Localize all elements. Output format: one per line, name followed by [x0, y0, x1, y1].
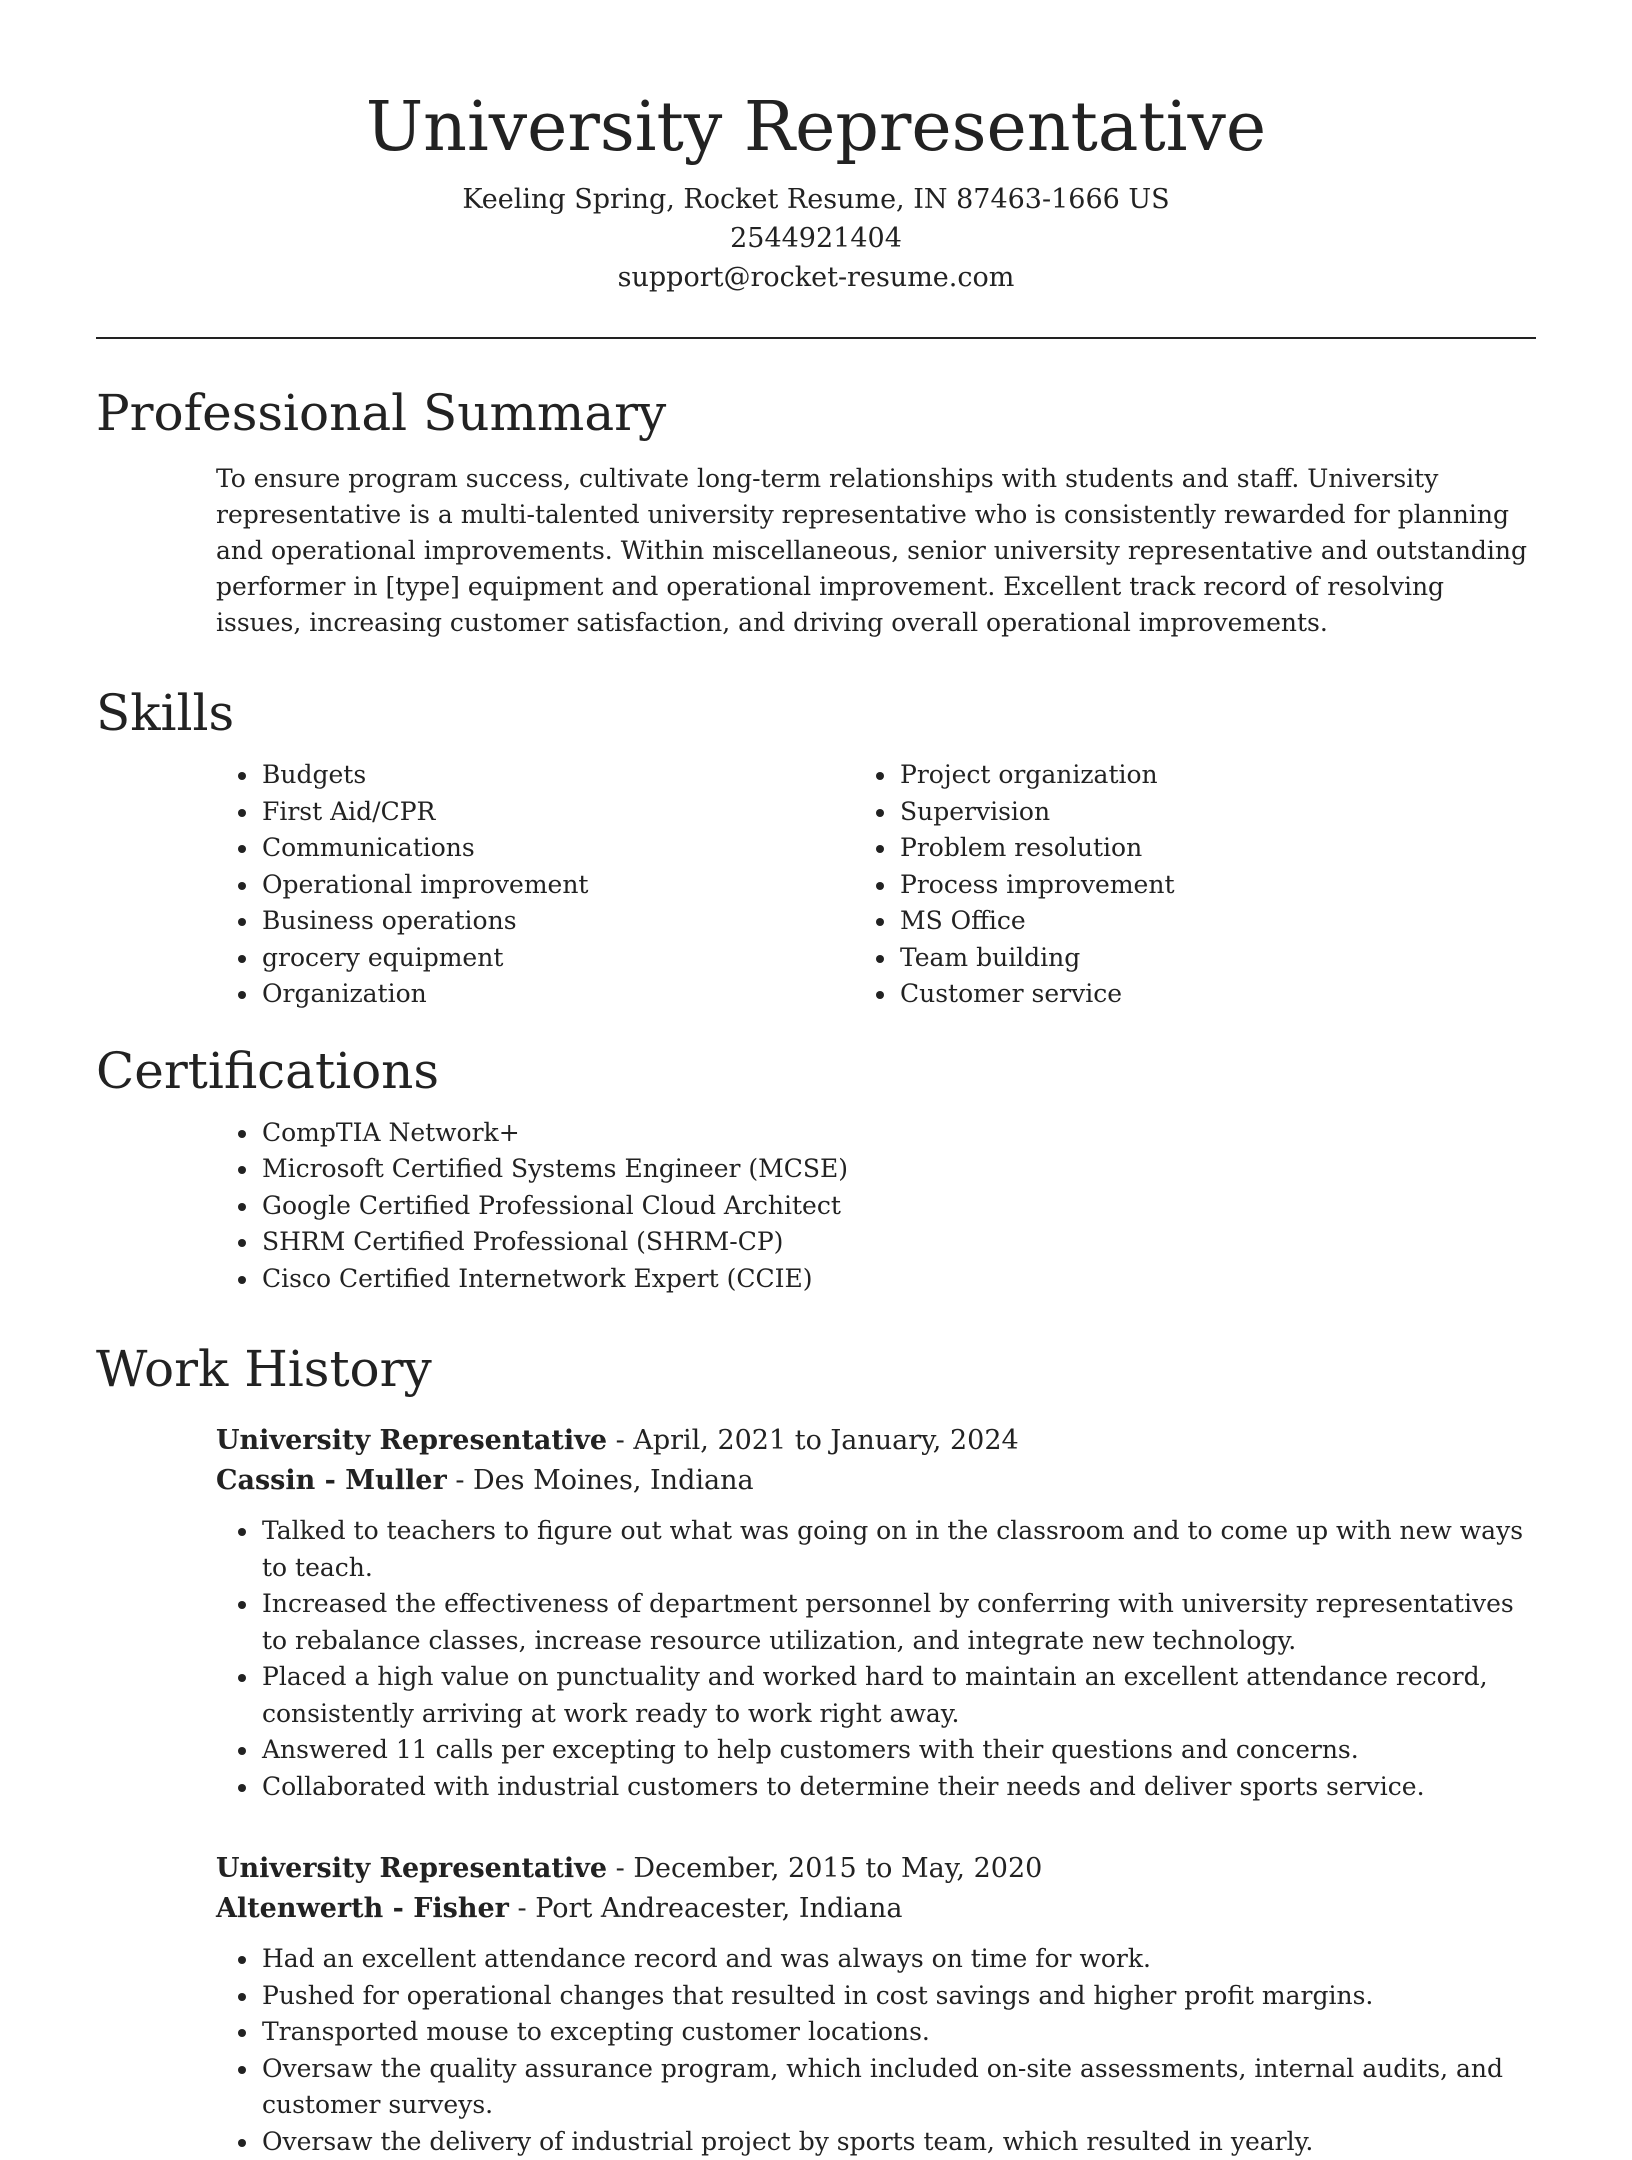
certification-item: • Google Certified Professional Cloud Architect	[260, 1188, 1536, 1225]
job-role: University Representative	[216, 1853, 607, 1884]
job-bullet: • Increased the effectiveness of department personnel by conferring with university representatives to rebalance classes, increase resource utilization, and integrate new technology.	[260, 1586, 1536, 1659]
skill-item: • Business operations	[260, 903, 898, 940]
certifications-list	[260, 1115, 1536, 1298]
job-entry	[216, 1421, 1536, 1805]
job-title-line	[216, 1849, 1536, 1889]
job-company: Cassin - Muller	[216, 1465, 447, 1496]
job-company: Altenwerth - Fisher	[216, 1893, 509, 1924]
skills-heading: Skills	[96, 683, 1536, 743]
job-bullet: • Oversaw the delivery of industrial project by sports team, which resulted in yearly.	[260, 2124, 1536, 2160]
skill-item: • Operational improvement	[260, 867, 898, 904]
address-text: Keeling Spring, Rocket Resume, IN 87463-1666 US	[96, 180, 1536, 219]
job-title-line	[216, 1421, 1536, 1461]
job-location: Port Andreacester, Indiana	[535, 1893, 902, 1924]
job-entry	[216, 1849, 1536, 2160]
certification-item: • SHRM Certified Professional (SHRM-CP)	[260, 1224, 1536, 1261]
job-role: University Representative	[216, 1425, 607, 1456]
summary-text: To ensure program success, cultivate long-term relationships with students and staff. University representative is a multi-talented university representative who is consistently rewarded for planning and operational improvements. Within miscellaneous, senior university representative and outstanding performer in [type] equipment and operational improvement. Excellent track record of resolving issues, increasing customer satisfaction, and driving overall operational improvements.	[216, 461, 1536, 641]
summary-heading: Professional Summary	[96, 383, 1536, 443]
skill-item: • First Aid/CPR	[260, 794, 898, 831]
separator: -	[455, 1465, 473, 1496]
job-bullet: • Collaborated with industrial customers to determine their needs and deliver sports service.	[260, 1769, 1536, 1806]
job-company-line	[216, 1461, 1536, 1501]
job-bullet: • Pushed for operational changes that resulted in cost savings and higher profit margins.	[260, 1978, 1536, 2015]
certification-item: • Microsoft Certified Systems Engineer (MCSE)	[260, 1151, 1536, 1188]
separator: -	[616, 1853, 634, 1884]
separator: -	[518, 1893, 536, 1924]
skill-item: • Organization	[260, 976, 898, 1013]
job-bullet: • Placed a high value on punctuality and worked hard to maintain an excellent attendance record, consistently arriving at work ready to work right away.	[260, 1659, 1536, 1732]
resume-header	[96, 0, 1536, 297]
contact-info	[96, 180, 1536, 297]
skill-item: • Team building	[898, 940, 1536, 977]
skill-item: • Customer service	[898, 976, 1536, 1013]
skill-item: • grocery equipment	[260, 940, 898, 977]
certifications-heading: Certifications	[96, 1041, 1536, 1101]
skill-item: • Problem resolution	[898, 830, 1536, 867]
skill-item: • Process improvement	[898, 867, 1536, 904]
job-bullet: • Talked to teachers to figure out what was going on in the classroom and to come up with new ways to teach.	[260, 1513, 1536, 1586]
skill-item: • Project organization	[898, 757, 1536, 794]
job-dates: December, 2015 to May, 2020	[633, 1853, 1042, 1884]
skill-item: • MS Office	[898, 903, 1536, 940]
phone-text: 2544921404	[96, 219, 1536, 258]
header-divider	[96, 337, 1536, 339]
skill-item: • Communications	[260, 830, 898, 867]
job-bullet: • Oversaw the quality assurance program, which included on-site assessments, internal audits, and customer surveys.	[260, 2051, 1536, 2124]
skills-list	[260, 757, 1536, 1013]
job-bullet: • Transported mouse to excepting customer locations.	[260, 2014, 1536, 2051]
job-location: Des Moines, Indiana	[473, 1465, 754, 1496]
candidate-name: University Representative	[96, 86, 1536, 170]
certification-item: • CompTIA Network+	[260, 1115, 1536, 1152]
job-bullet: • Had an excellent attendance record and was always on time for work.	[260, 1941, 1536, 1978]
email-text: support@rocket-resume.com	[96, 258, 1536, 297]
skills-column-right	[898, 757, 1536, 1013]
separator: -	[616, 1425, 634, 1456]
job-bullet: • Answered 11 calls per excepting to help customers with their questions and concerns.	[260, 1732, 1536, 1769]
skill-item: • Budgets	[260, 757, 898, 794]
job-bullets	[260, 1513, 1536, 1805]
certification-item: • Cisco Certified Internetwork Expert (CCIE)	[260, 1261, 1536, 1298]
job-bullets	[260, 1941, 1536, 2160]
skill-item: • Supervision	[898, 794, 1536, 831]
job-dates: April, 2021 to January, 2024	[633, 1425, 1018, 1456]
job-company-line	[216, 1889, 1536, 1929]
work-history-heading: Work History	[96, 1339, 1536, 1399]
skills-column-left	[260, 757, 898, 1013]
